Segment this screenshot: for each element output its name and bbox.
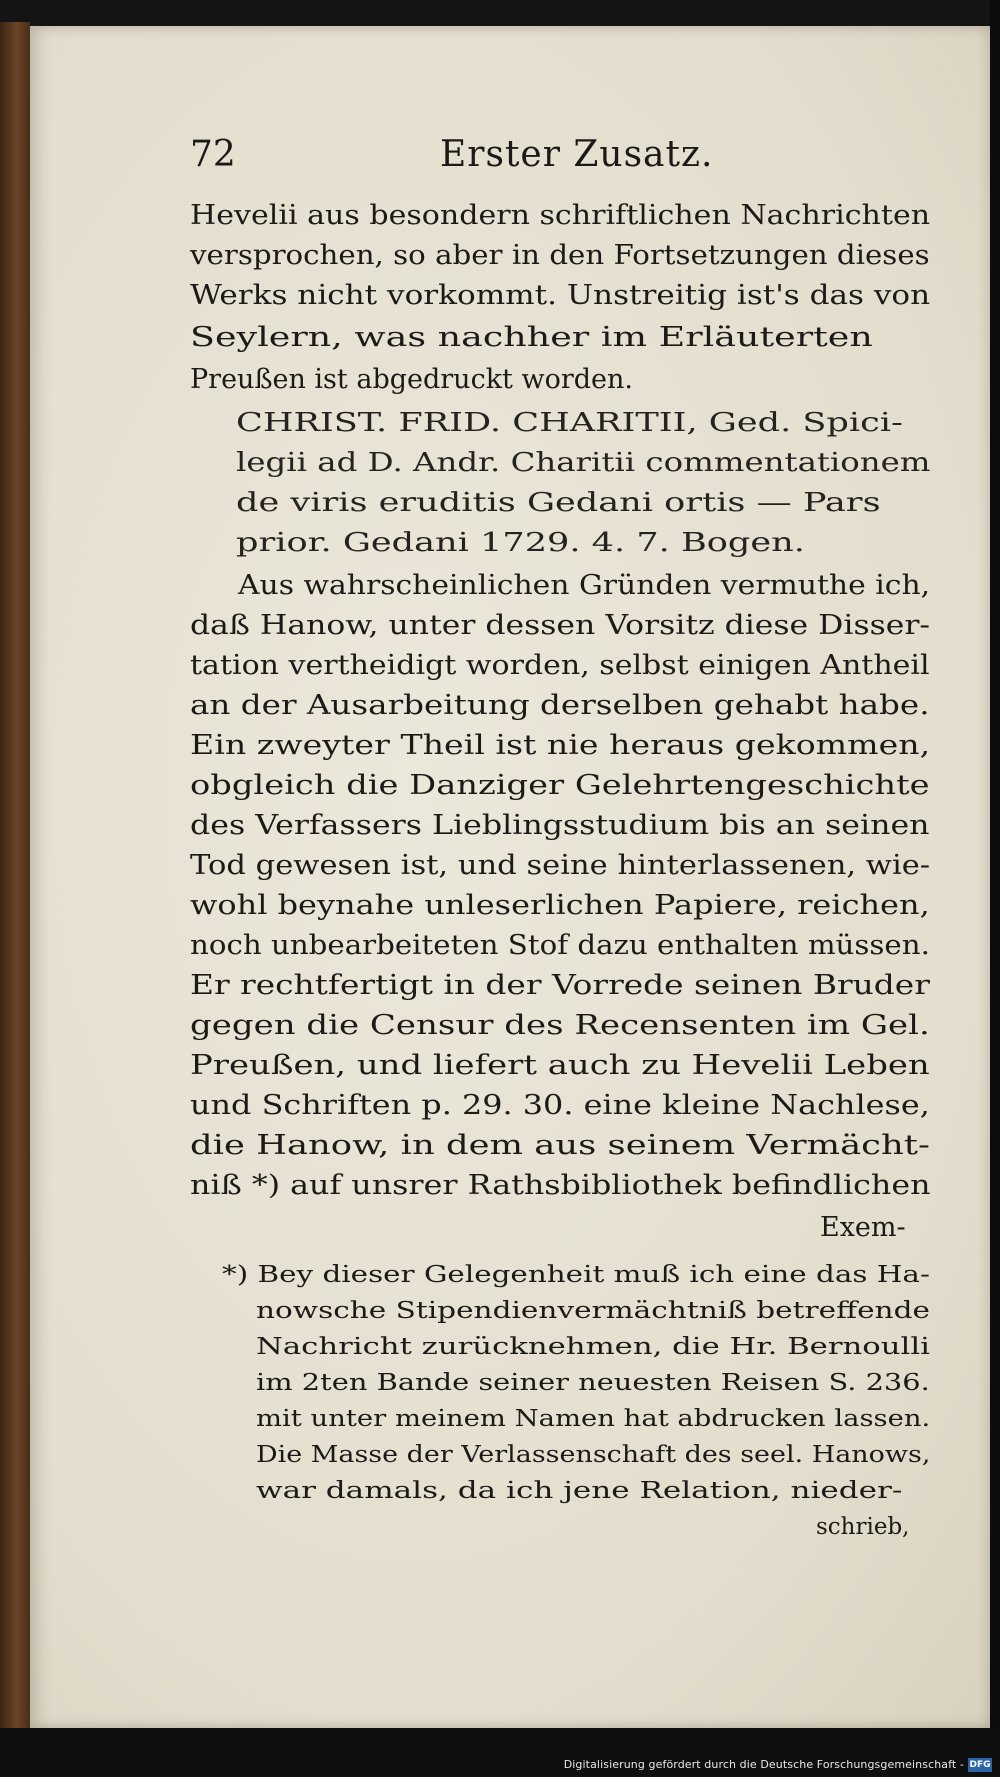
footnote-line: Die Masse der Verlassenschaft des seel. Hanows, [256,1442,931,1468]
bibliographic-entry-line: CHRIST. FRID. CHARITII, Ged. Spici- [236,408,903,438]
body-line: Ein zweyter Theil ist nie heraus gekommen, [190,730,931,761]
body-line: noch unbearbeiteten Stof dazu enthalten müssen. [190,930,930,961]
digitization-credit: Digitalisierung gefördert durch die Deutsche Forschungsgemeinschaft - [563,1758,964,1771]
running-title: Erster Zusatz. [440,134,714,175]
body-line: gegen die Censur des Recensenten im Gel. [190,1010,930,1041]
body-line: Er rechtfertigt in der Vorrede seinen Bruder [190,970,930,1001]
catchword: Exem- [820,1212,906,1243]
page-edge-shadow [990,0,1000,1777]
body-line: an der Ausarbeitung derselben gehabt habe. [190,690,930,721]
body-line: Preußen, und liefert auch zu Hevelii Leben [190,1050,930,1081]
body-line: Tod gewesen ist, und seine hinterlassenen, wie- [190,850,931,881]
footnote-line: im 2ten Bande seiner neuesten Reisen S. 236. [256,1370,930,1396]
body-line: Hevelii aus besondern schriftlichen Nachrichten [190,200,931,231]
footnote-line: mit unter meinem Namen hat abdrucken lassen. [256,1406,931,1432]
body-line: niß *) auf unsrer Rathsbibliothek befindlichen [190,1170,931,1201]
footnote-line: war damals, da ich jene Relation, nieder- [256,1478,903,1504]
body-line: daß Hanow, unter dessen Vorsitz diese Disser- [190,610,931,641]
footnote-line: nowsche Stipendienvermächtniß betreffende [256,1298,930,1324]
body-line: und Schriften p. 29. 30. eine kleine Nachlese, [190,1090,930,1121]
body-line: Seylern, was nachher im Erläuterten [190,322,873,353]
body-line: die Hanow, in dem aus seinem Vermächt- [190,1130,930,1161]
body-line: des Verfassers Lieblingsstudium bis an seinen [190,810,930,841]
body-line: Aus wahrscheinlichen Gründen vermuthe ich, [238,570,931,601]
footnote-catchword: schrieb, [816,1514,910,1540]
body-line: Preußen ist abgedruckt worden. [190,364,633,395]
body-line: obgleich die Danziger Gelehrtengeschichte [190,770,930,801]
body-line: wohl beynahe unleserlichen Papiere, reichen, [190,890,930,921]
dfg-logo: DFG [969,1760,991,1770]
body-line: versprochen, so aber in den Fortsetzungen dieses [190,240,930,271]
body-line: tation vertheidigt worden, selbst einigen Antheil [190,650,930,681]
bibliographic-entry-line: legii ad D. Andr. Charitii commentationem [236,448,931,478]
page-number: 72 [190,134,236,175]
page-header [190,134,930,184]
book-binding [0,22,30,1744]
footnote-line: Nachricht zurücknehmen, die Hr. Bernoulli [256,1334,931,1360]
body-line: Werks nicht vorkommt. Unstreitig ist's das von [190,280,931,311]
footnote-line: *) Bey dieser Gelegenheit muß ich eine das Ha- [222,1262,930,1288]
bibliographic-entry-line: de viris eruditis Gedani ortis — Pars [236,488,881,518]
bibliographic-entry-line: prior. Gedani 1729. 4. 7. Bogen. [236,528,805,558]
